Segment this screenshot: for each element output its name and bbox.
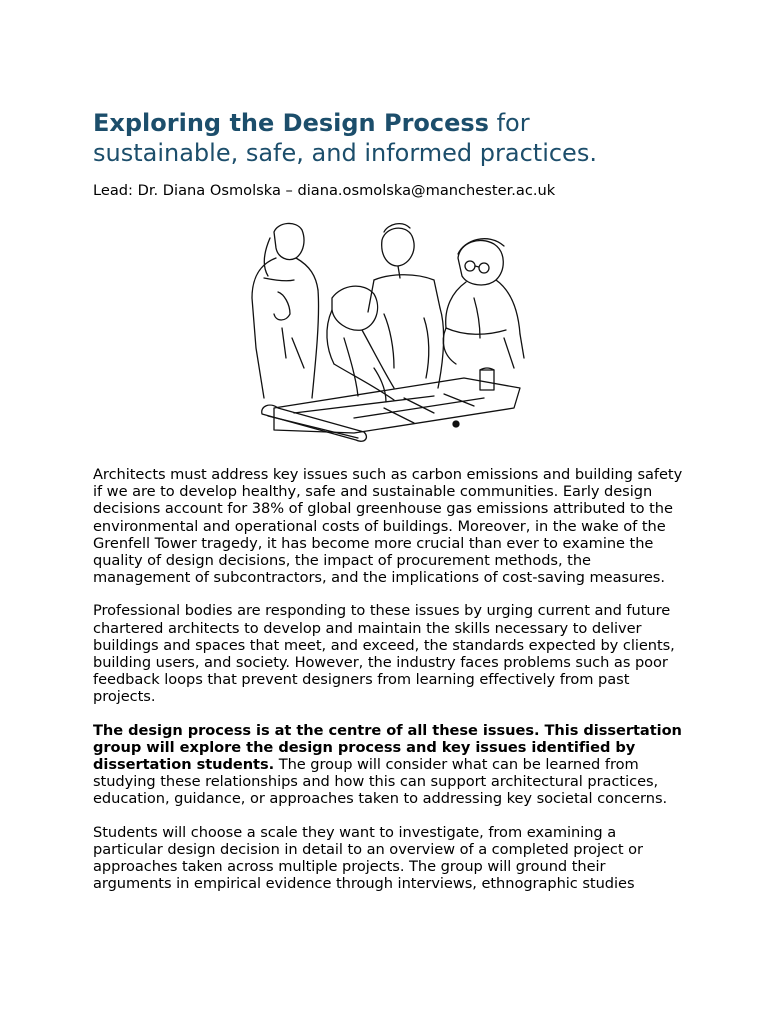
lead-contact: Lead: Dr. Diana Osmolska – diana.osmolska@manchester.ac.uk xyxy=(93,182,556,199)
document-page xyxy=(93,108,683,908)
body-text xyxy=(93,466,683,892)
paragraph-3 xyxy=(93,722,683,808)
paragraph-4: Students will choose a scale they want to investigate, from examining a particular design decision in detail to an overview of a completed project or approaches taken across multiple projects. The group will ground their arguments in empirical evidence through interviews, ethnographic studies xyxy=(93,823,643,893)
title-bold: Exploring the Design Process xyxy=(93,109,489,137)
page-title xyxy=(93,108,683,168)
title-rest: for xyxy=(496,109,530,137)
paragraph-1: Architects must address key issues such as carbon emissions and building safety if we are to develop healthy, safe and sustainable communities. Early design decisions account for 38% of global greenhouse gas emissions attributed to the environmental and operational costs of buildings. Moreover, in the wake of the Grenfell Tower tragedy, it has become more crucial than ever to examine the quality of design decisions, the impact of procurement methods, the management of subcontractors, and the implications of cost-saving measures. xyxy=(93,466,683,587)
paragraph-3-text: The group will consider what can be learned from studying these relationships and how this can support architectural practices, education, guidance, or approaches taken to addressing key societal concerns. xyxy=(93,756,668,808)
paragraph-3-bold: The design process is at the centre of all these issues. This dissertation group will explore the design process and key issues identified by dissertation students. xyxy=(93,721,682,774)
title-line2: sustainable, safe, and informed practices. xyxy=(93,139,597,167)
illustration-image xyxy=(234,218,532,444)
paragraph-2: Professional bodies are responding to these issues by urging current and future chartered architects to develop and maintain the skills necessary to deliver buildings and spaces that meet, and exceed, the standards expected by clients, building users, and society. However, the industry faces problems such as poor feedback loops that prevent designers from learning effectively from past projects. xyxy=(93,602,675,706)
